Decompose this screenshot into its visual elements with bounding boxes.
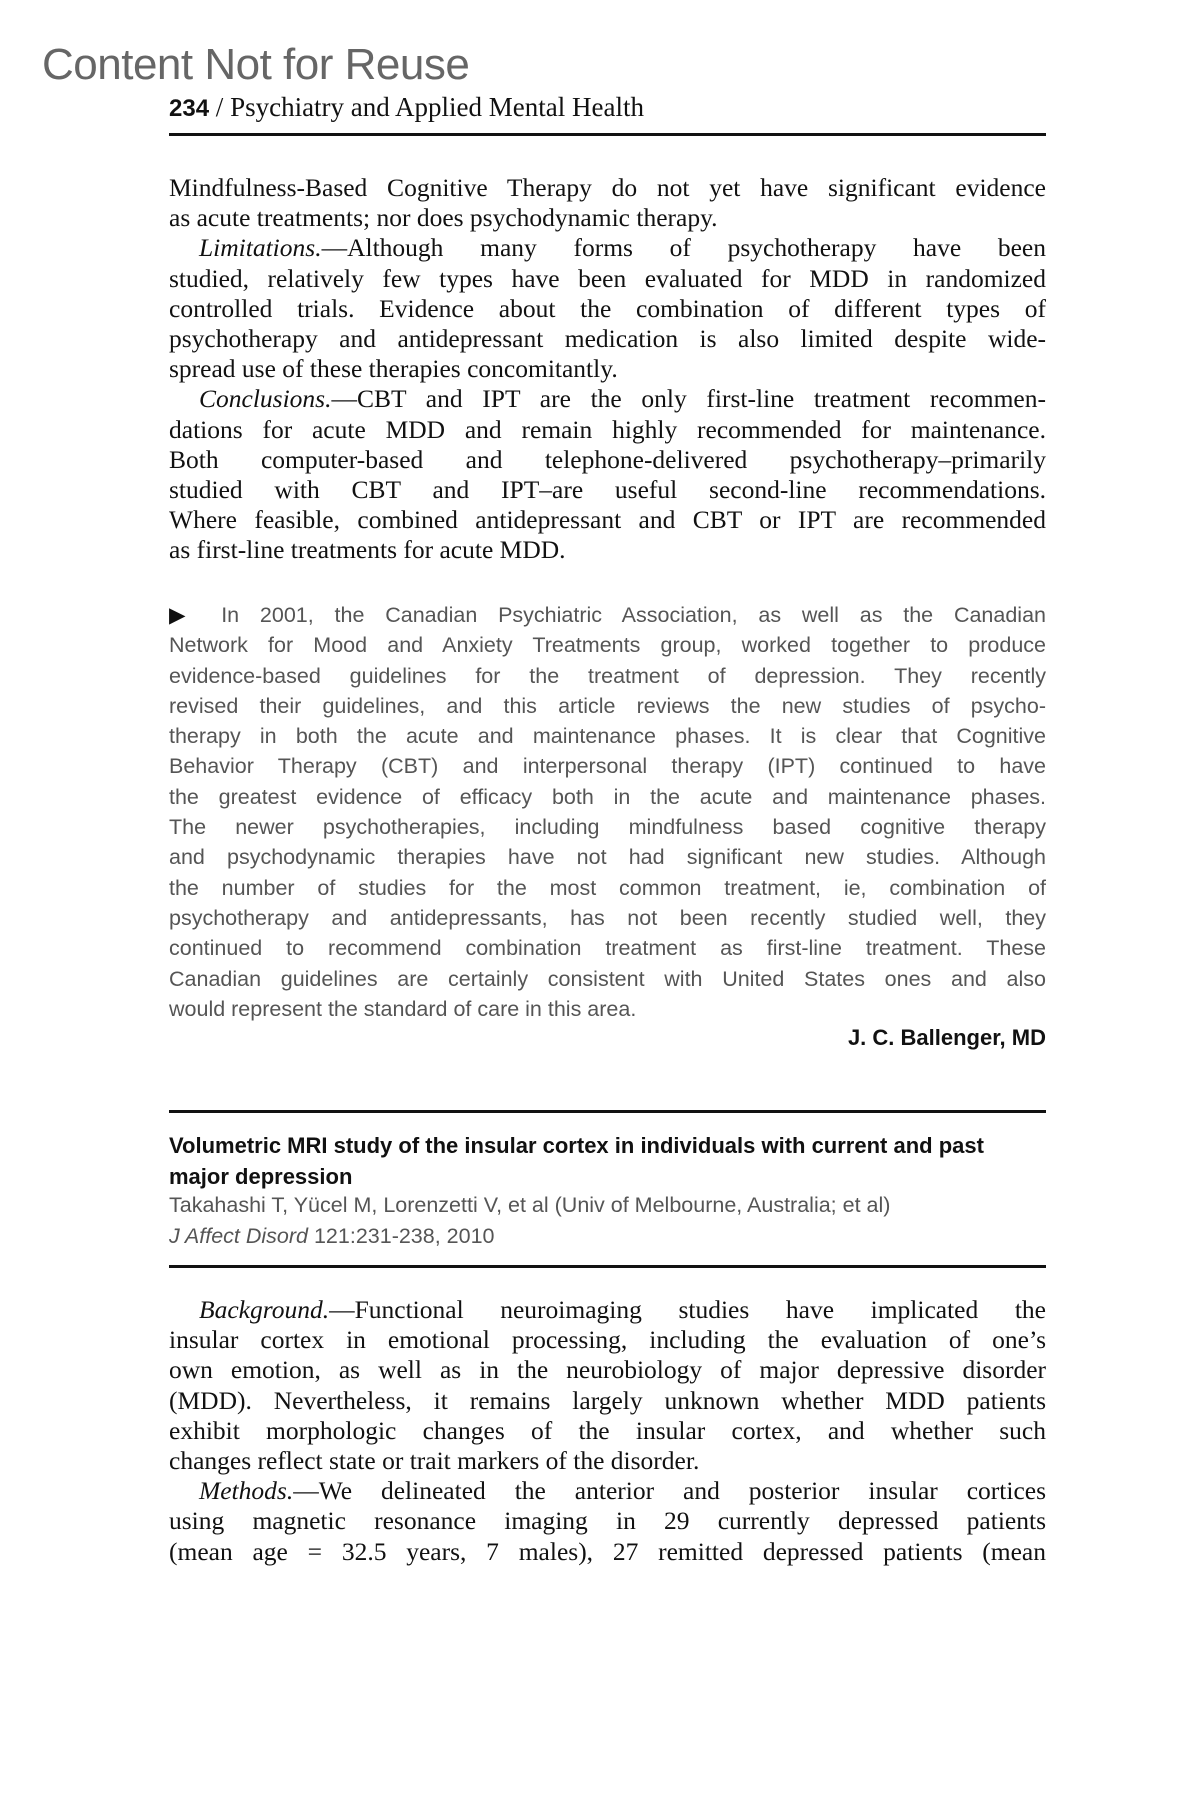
text-line: controlled trials. Evidence about the combination of different types of xyxy=(169,293,1046,323)
text-line: evidence-based guidelines for the treatment of depression. They recently xyxy=(169,663,1046,688)
running-head xyxy=(169,92,644,123)
text-line: revised their guidelines, and this article reviews the new studies of psycho- xyxy=(169,693,1046,718)
previous-abstract xyxy=(169,173,1046,566)
arrow-icon: ▶ xyxy=(169,603,222,627)
text-line: dations for acute MDD and remain highly recommended for maintenance. xyxy=(169,414,1046,444)
text-line: Mindfulness-Based Cognitive Therapy do not yet have significant evidence xyxy=(169,173,1046,202)
text-line: as acute treatments; nor does psychodynamic therapy. xyxy=(169,203,718,233)
section-label: Conclusions. xyxy=(199,384,332,414)
page-number: 234 xyxy=(169,95,210,122)
article-bottom-rule xyxy=(169,1265,1046,1268)
text-line: ▶ In 2001, the Canadian Psychiatric Association, as well as the Canadian xyxy=(169,603,1046,627)
text-line: Background.—Functional neuroimaging studies have implicated the xyxy=(199,1295,1046,1324)
text-line: studied with CBT and IPT–are useful second-line recommendations. xyxy=(169,475,1046,505)
text-line: Behavior Therapy (CBT) and interpersonal therapy (IPT) continued to have xyxy=(169,754,1046,779)
text-line: the number of studies for the most common treatment, ie, combination of xyxy=(169,875,1046,900)
text-line: studied, relatively few types have been evaluated for MDD in randomized xyxy=(169,263,1046,293)
article-abstract xyxy=(169,1295,1046,1567)
text-line: insular cortex in emotional processing, including the evaluation of one’s xyxy=(169,1325,1046,1355)
watermark: Content Not for Reuse xyxy=(42,40,470,89)
journal-name: Psychiatry and Applied Mental Health xyxy=(230,92,644,122)
article-source xyxy=(169,1221,1046,1252)
text-line: Both computer-based and telephone-delivered psychotherapy–primarily xyxy=(169,444,1046,474)
text-line: Conclusions.—CBT and IPT are the only first-line treatment recommen- xyxy=(199,384,1046,414)
section-label: Background. xyxy=(199,1295,330,1324)
commentary-author: J. C. Ballenger, MD xyxy=(847,1025,1046,1050)
text-line: spread use of these therapies concomitantly. xyxy=(169,354,618,384)
text-line: the greatest evidence of efficacy both in the acute and maintenance phases. xyxy=(169,784,1046,809)
text-line: Methods.—We delineated the anterior and posterior insular cortices xyxy=(199,1476,1046,1506)
text-line: would represent the standard of care in this area. xyxy=(169,996,637,1021)
text-line: (MDD). Nevertheless, it remains largely unknown whether MDD patients xyxy=(169,1385,1046,1415)
text-line: psychotherapy and antidepressant medication is also limited despite wide- xyxy=(169,324,1046,354)
text-line: using magnetic resonance imaging in 29 currently depressed patients xyxy=(169,1506,1046,1536)
text-line: The newer psychotherapies, including mindfulness based cognitive therapy xyxy=(169,815,1046,840)
article-title[interactable]: Volumetric MRI study of the insular cortex in individuals with current and past major depression xyxy=(169,1133,984,1189)
text-line: as first-line treatments for acute MDD. xyxy=(169,535,566,565)
article-citation xyxy=(169,1190,1046,1252)
text-line: Network for Mood and Anxiety Treatments group, worked together to produce xyxy=(169,633,1046,658)
section-label: Limitations. xyxy=(199,233,322,263)
article-authors: Takahashi T, Yücel M, Lorenzetti V, et al (Univ of Melbourne, Australia; et al) xyxy=(169,1193,891,1217)
text-line: (mean age = 32.5 years, 7 males), 27 remitted depressed patients (mean xyxy=(169,1536,1046,1566)
text-line: exhibit morphologic changes of the insular cortex, and whether such xyxy=(169,1415,1046,1445)
text-line: and psychodynamic therapies have not had significant new studies. Although xyxy=(169,845,1046,870)
separator: / xyxy=(209,92,231,122)
text-line: continued to recommend combination treatment as first-line treatment. These xyxy=(169,936,1046,961)
commentary xyxy=(169,600,1046,1024)
article-top-rule xyxy=(169,1110,1046,1113)
text-line: psychotherapy and antidepressants, has not been recently studied well, they xyxy=(169,905,1046,930)
header-rule xyxy=(169,133,1046,136)
journal-abbrev: J Affect Disord xyxy=(169,1224,308,1248)
section-label: Methods. xyxy=(199,1476,294,1506)
text-line: Where feasible, combined antidepressant and CBT or IPT are recommended xyxy=(169,505,1046,535)
text-line: Limitations.—Although many forms of psychotherapy have been xyxy=(199,233,1046,263)
text-line: own emotion, as well as in the neurobiology of major depressive disorder xyxy=(169,1355,1046,1385)
text-line: therapy in both the acute and maintenance phases. It is clear that Cognitive xyxy=(169,724,1046,749)
text-line: Canadian guidelines are certainly consistent with United States ones and also xyxy=(169,966,1046,991)
text-line: changes reflect state or trait markers of the disorder. xyxy=(169,1446,700,1476)
volume-pages-year: 121:231-238, 2010 xyxy=(308,1224,495,1248)
